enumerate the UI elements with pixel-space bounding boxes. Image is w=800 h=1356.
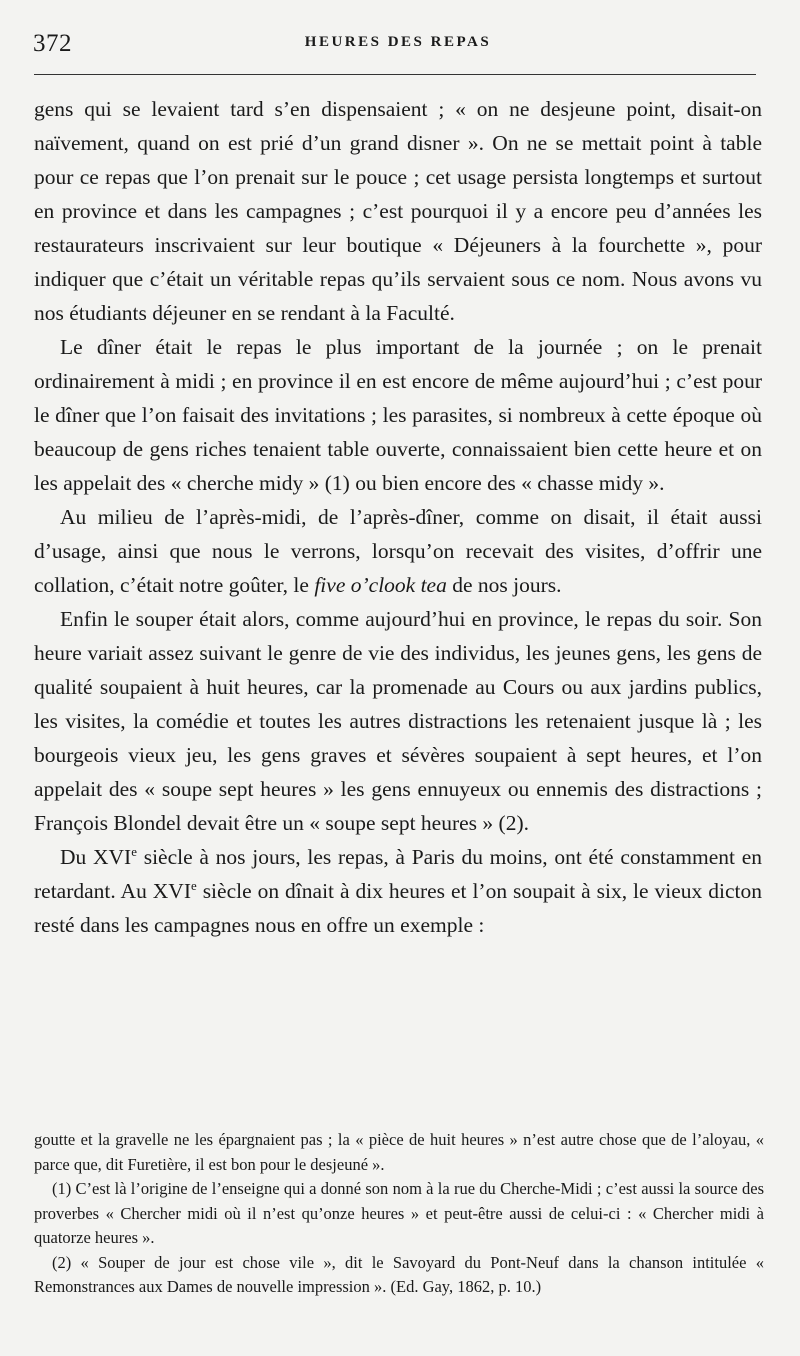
paragraph-5-b: siècle à nos jours, les repas, à Paris du moins, ont été constamment en retardant. Au XVI bbox=[34, 845, 762, 903]
paragraph-2: Le dîner était le repas le plus important de la journée ; on le prenait ordinairement à midi ; en province il en est encore de même aujourd’hui ; c’est pour le dîner que l’on faisait des invitations ; les parasites, si nombreux à cette époque où beaucoup de gens riches tenaient table ouverte, connaissaient bien cette heure et on les appelait des « cherche midy » (1) ou bien encore des « chasse midy ». bbox=[34, 335, 762, 495]
paragraph-3-italic: five o’clook tea bbox=[314, 573, 447, 597]
paragraph-3 bbox=[34, 500, 762, 602]
paragraph-5-c: siècle on dînait à dix heures et l’on soupait à six, le vieux dicton resté dans les campagnes nous en offre un exemple : bbox=[34, 879, 762, 937]
paragraph-1: gens qui se levaient tard s’en dispensaient ; « on ne desjeune point, disait-on naïvement, quand on est prié d’un grand disner ». On ne se mettait point à table pour ce repas que l’on prenait sur le pouce ; cet usage persista longtemps et surtout en province et dans les campagnes ; c’est pourquoi il y a encore peu d’années les restaurateurs inscrivaient sur leur boutique « Déjeuners à la fourchette », pour indiquer que c’était un véritable repas qu’ils servaient sous ce nom. Nous avons vu nos étudiants déjeuner en se rendant à la Faculté. bbox=[34, 97, 762, 325]
body-text bbox=[34, 92, 762, 942]
page-header bbox=[33, 30, 763, 64]
superscript-2: e bbox=[191, 878, 197, 893]
footnote-1: (1) C’est là l’origine de l’enseigne qui a donné son nom à la rue du Cherche-Midi ; c’est aussi la source des proverbes « Chercher midi où il n’est qu’onze heures » et peut-être aussi de celui-ci : « Chercher midi à quatorze heures ». bbox=[34, 1179, 764, 1247]
paragraph-3-end: de nos jours. bbox=[446, 573, 562, 597]
footnote-continuation: goutte et la gravelle ne les épargnaient pas ; la « pièce de huit heures » n’est autre chose que de l’aloyau, « parce que, dit Furetière, il est bon pour le desjeuné ». bbox=[34, 1130, 764, 1174]
header-rule bbox=[34, 74, 756, 75]
footnotes bbox=[34, 1128, 764, 1300]
paragraph-3-text: Au milieu de l’après-midi, de l’après-dîner, comme on disait, il était aussi d’usage, ainsi que nous le verrons, lorsqu’on recevait des visites, d’offrir une collation, c’était notre goûter, le bbox=[34, 505, 762, 597]
running-title: HEURES DES REPAS bbox=[304, 34, 492, 50]
superscript-1: e bbox=[131, 844, 137, 859]
paragraph-4: Enfin le souper était alors, comme aujourd’hui en province, le repas du soir. Son heure variait assez suivant le genre de vie des individus, les jeunes gens, les gens de qualité soupaient à huit heures, car la promenade au Cours ou aux jardins publics, les visites, la comédie et toutes les autres distractions les retenaient jusque là ; les bourgeois vieux jeu, les gens graves et sévères soupaient à sept heures, et l’on appelait des « soupe sept heures » les gens ennuyeux ou ennemis des distractions ; François Blondel devait être un « soupe sept heures » (2). bbox=[34, 607, 762, 835]
footnote-2: (2) « Souper de jour est chose vile », dit le Savoyard du Pont-Neuf dans la chanson intitulée « Remonstrances aux Dames de nouvelle impression ». (Ed. Gay, 1862, p. 10.) bbox=[34, 1252, 764, 1296]
paragraph-5 bbox=[34, 840, 762, 942]
paragraph-5-a: Du XVI bbox=[60, 845, 132, 869]
page-number: 372 bbox=[33, 30, 72, 57]
